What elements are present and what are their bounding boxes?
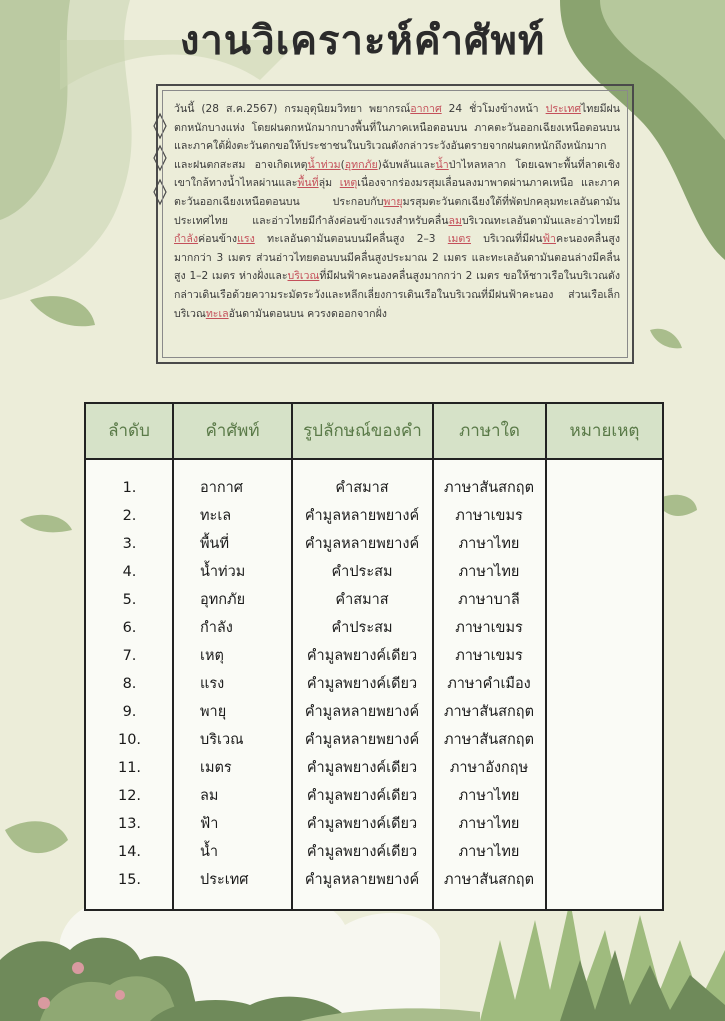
row-word-form: คำมูลพยางค์เดียว (306, 676, 418, 692)
row-word-form: คำมูลพยางค์เดียว (306, 844, 418, 860)
row-language: ภาษาบาลี (458, 592, 520, 608)
passage-text: บริเวณที่มีฝน (471, 233, 543, 246)
highlighted-word: แรง (237, 233, 255, 246)
row-order: 1. (122, 480, 137, 496)
passage-text: ค่อนข้าง (198, 233, 238, 246)
row-word: เหตุ (200, 648, 224, 664)
row-language: ภาษาไทย (458, 816, 520, 832)
vocabulary-table (84, 402, 664, 911)
header-order: ลำดับ (108, 421, 150, 441)
row-order: 15. (117, 872, 142, 888)
row-order: 6. (122, 620, 137, 636)
row-word: น้ำท่วม (200, 564, 246, 580)
row-word: พายุ (200, 704, 227, 720)
highlighted-word: น้ำท่วม (307, 158, 341, 171)
row-language: ภาษาสันสกฤต (444, 704, 534, 720)
passage-text: วันนี้ (28 ส.ค.2567) กรมอุตุนิยมวิทยา พยากรณ์ (174, 103, 411, 115)
row-language: ภาษาไทย (458, 788, 520, 804)
highlighted-word: ประเทศ (545, 103, 582, 115)
passage-text: อันดามันตอนบน ควรงดออกจากฝั่ง (228, 307, 387, 320)
news-passage (174, 100, 620, 323)
row-word-form: คำมูลพยางค์เดียว (306, 816, 418, 832)
header-language: ภาษาใด (459, 421, 520, 441)
row-word: ประเทศ (200, 872, 249, 888)
highlighted-word: เหตุ (339, 177, 358, 190)
passage-text: )ฉับพลันและ (377, 158, 436, 171)
row-word-form: คำสมาส (335, 480, 389, 496)
highlighted-word: ทะเล (205, 307, 229, 320)
row-order: 10. (117, 732, 142, 748)
row-word: บริเวณ (200, 732, 244, 748)
highlighted-word: พื้นที่ (297, 177, 319, 190)
row-language: ภาษาเขมร (455, 508, 523, 524)
row-order: 7. (122, 648, 137, 664)
row-word: ฟ้า (200, 816, 219, 832)
row-language: ภาษาเขมร (455, 648, 523, 664)
row-language: ภาษาสันสกฤต (444, 732, 534, 748)
row-language: ภาษาเขมร (455, 620, 523, 636)
header-word-form: รูปลักษณ์ของคำ (303, 421, 422, 441)
row-word-form: คำมูลหลายพยางค์ (304, 732, 420, 748)
passage-text: ป่าไหลหลาก โดยเฉพาะพื้นที่ลาดเชิงเขาใกล้ทางน้ำไหลผ่านและ (174, 158, 620, 190)
highlighted-word: น้ำ (435, 158, 449, 171)
row-word: ลม (200, 788, 219, 804)
row-word-form: คำประสม (331, 564, 393, 580)
row-word-form: คำมูลพยางค์เดียว (306, 788, 418, 804)
highlighted-word: อากาศ (410, 103, 442, 115)
row-order: 13. (117, 816, 142, 832)
row-word: อากาศ (200, 480, 243, 496)
row-order: 3. (122, 536, 137, 552)
highlighted-word: กำลัง (174, 233, 199, 246)
row-word: เมตร (200, 760, 232, 776)
row-order: 12. (117, 788, 142, 804)
highlighted-word: อุทกภัย (344, 158, 378, 171)
row-word-form: คำมูลหลายพยางค์ (304, 508, 420, 524)
row-word-form: คำประสม (331, 620, 393, 636)
highlighted-word: บริเวณ (287, 270, 320, 283)
highlighted-word: พายุ (383, 195, 403, 208)
passage-text: บริเวณทะเลอันดามันและอ่าวไทยมี (461, 214, 620, 227)
row-order: 5. (122, 592, 137, 608)
header-word: คำศัพท์ (205, 421, 260, 441)
highlighted-word: ฟ้า (542, 233, 556, 246)
row-word-form: คำมูลหลายพยางค์ (304, 704, 420, 720)
column-divider (545, 404, 547, 909)
header-remark: หมายเหตุ (569, 421, 640, 441)
row-order: 14. (117, 844, 142, 860)
passage-text: ทะเลอันดามันตอนบนมีคลื่นสูง 2–3 (254, 233, 448, 246)
passage-text: ไทยมีฝนตกหนักบางแห่ง โดยฝนตกหนักมากบางพื้นที่ในภาคเหนือตอนบน ภาคตะวันออกเฉียงเหนือตอนบน และภาคใต้ฝั่งตะวันตกขอให้ประชาชนในบริเวณดังกล่าวระวังอันตรายจากฝนตกหนักถึงหนักมากและฝนตกสะสม อาจเกิดเหตุ (174, 103, 620, 171)
row-word-form: คำมูลพยางค์เดียว (306, 648, 418, 664)
row-order: 8. (122, 676, 137, 692)
row-word: กำลัง (200, 620, 233, 636)
passage-text: 24 ชั่วโมงข้างหน้า (441, 103, 546, 115)
row-word: อุทกภัย (200, 592, 246, 608)
row-language: ภาษาสันสกฤต (444, 480, 534, 496)
row-language: ภาษาไทย (458, 844, 520, 860)
row-order: 4. (122, 564, 137, 580)
row-word: แรง (200, 676, 225, 692)
passage-text: ที่มีฝนฟ้าคะนองคลื่นสูงมากกว่า 2 เมตร ขอให้ชาวเรือในบริเวณดังกล่าวเดินเรือด้วยความระมัดระวังและหลีกเลี่ยงการเดินเรือในบริเวณที่มีฝนฟ้าคะนอง ส่วนเรือเล็กบริเวณ (174, 270, 620, 320)
row-order: 9. (122, 704, 137, 720)
passage-text: ลุ่ม (318, 177, 340, 190)
row-word: น้ำ (200, 844, 219, 860)
row-word-form: คำมูลหลายพยางค์ (304, 536, 420, 552)
row-language: ภาษาสันสกฤต (444, 872, 534, 888)
passage-text: มรสุมตะวันตกเฉียงใต้ที่พัดปกคลุมทะเลอันดามัน ประเทศไทย และอ่าวไทยมีกำลังค่อนข้างแรงสำหรับคลื่น (174, 195, 620, 227)
highlighted-word: ลม (448, 214, 462, 227)
row-word-form: คำสมาส (335, 592, 389, 608)
row-word-form: คำมูลหลายพยางค์ (304, 872, 420, 888)
row-word: พื้นที่ (200, 536, 230, 552)
highlighted-word: เมตร (447, 233, 471, 246)
row-order: 11. (117, 760, 142, 776)
page-title: งานวิเคราะห์คำศัพท์ (179, 18, 546, 64)
row-language: ภาษาไทย (458, 536, 520, 552)
row-order: 2. (122, 508, 137, 524)
passage-text: ( (340, 158, 345, 171)
row-language: ภาษาอังกฤษ (449, 760, 529, 776)
row-word: ทะเล (200, 508, 232, 524)
row-word-form: คำมูลพยางค์เดียว (306, 760, 418, 776)
row-language: ภาษาไทย (458, 564, 520, 580)
passage-text: คะนองคลื่นสูงมากกว่า 3 เมตร ส่วนอ่าวไทยตอนบนมีคลื่นสูงประมาณ 2 เมตร และทะเลอันดามันตอนล่างมีคลื่นสูง 1–2 เมตร ห่างฝั่งและ (174, 233, 620, 283)
passage-text: เนื่องจากร่องมรสุมเลื่อนลงมาพาดผ่านภาคเหนือ และภาคตะวันออกเฉียงเหนือตอนบน ประกอบกับ (174, 177, 620, 208)
row-language: ภาษาคำเมือง (447, 676, 531, 692)
